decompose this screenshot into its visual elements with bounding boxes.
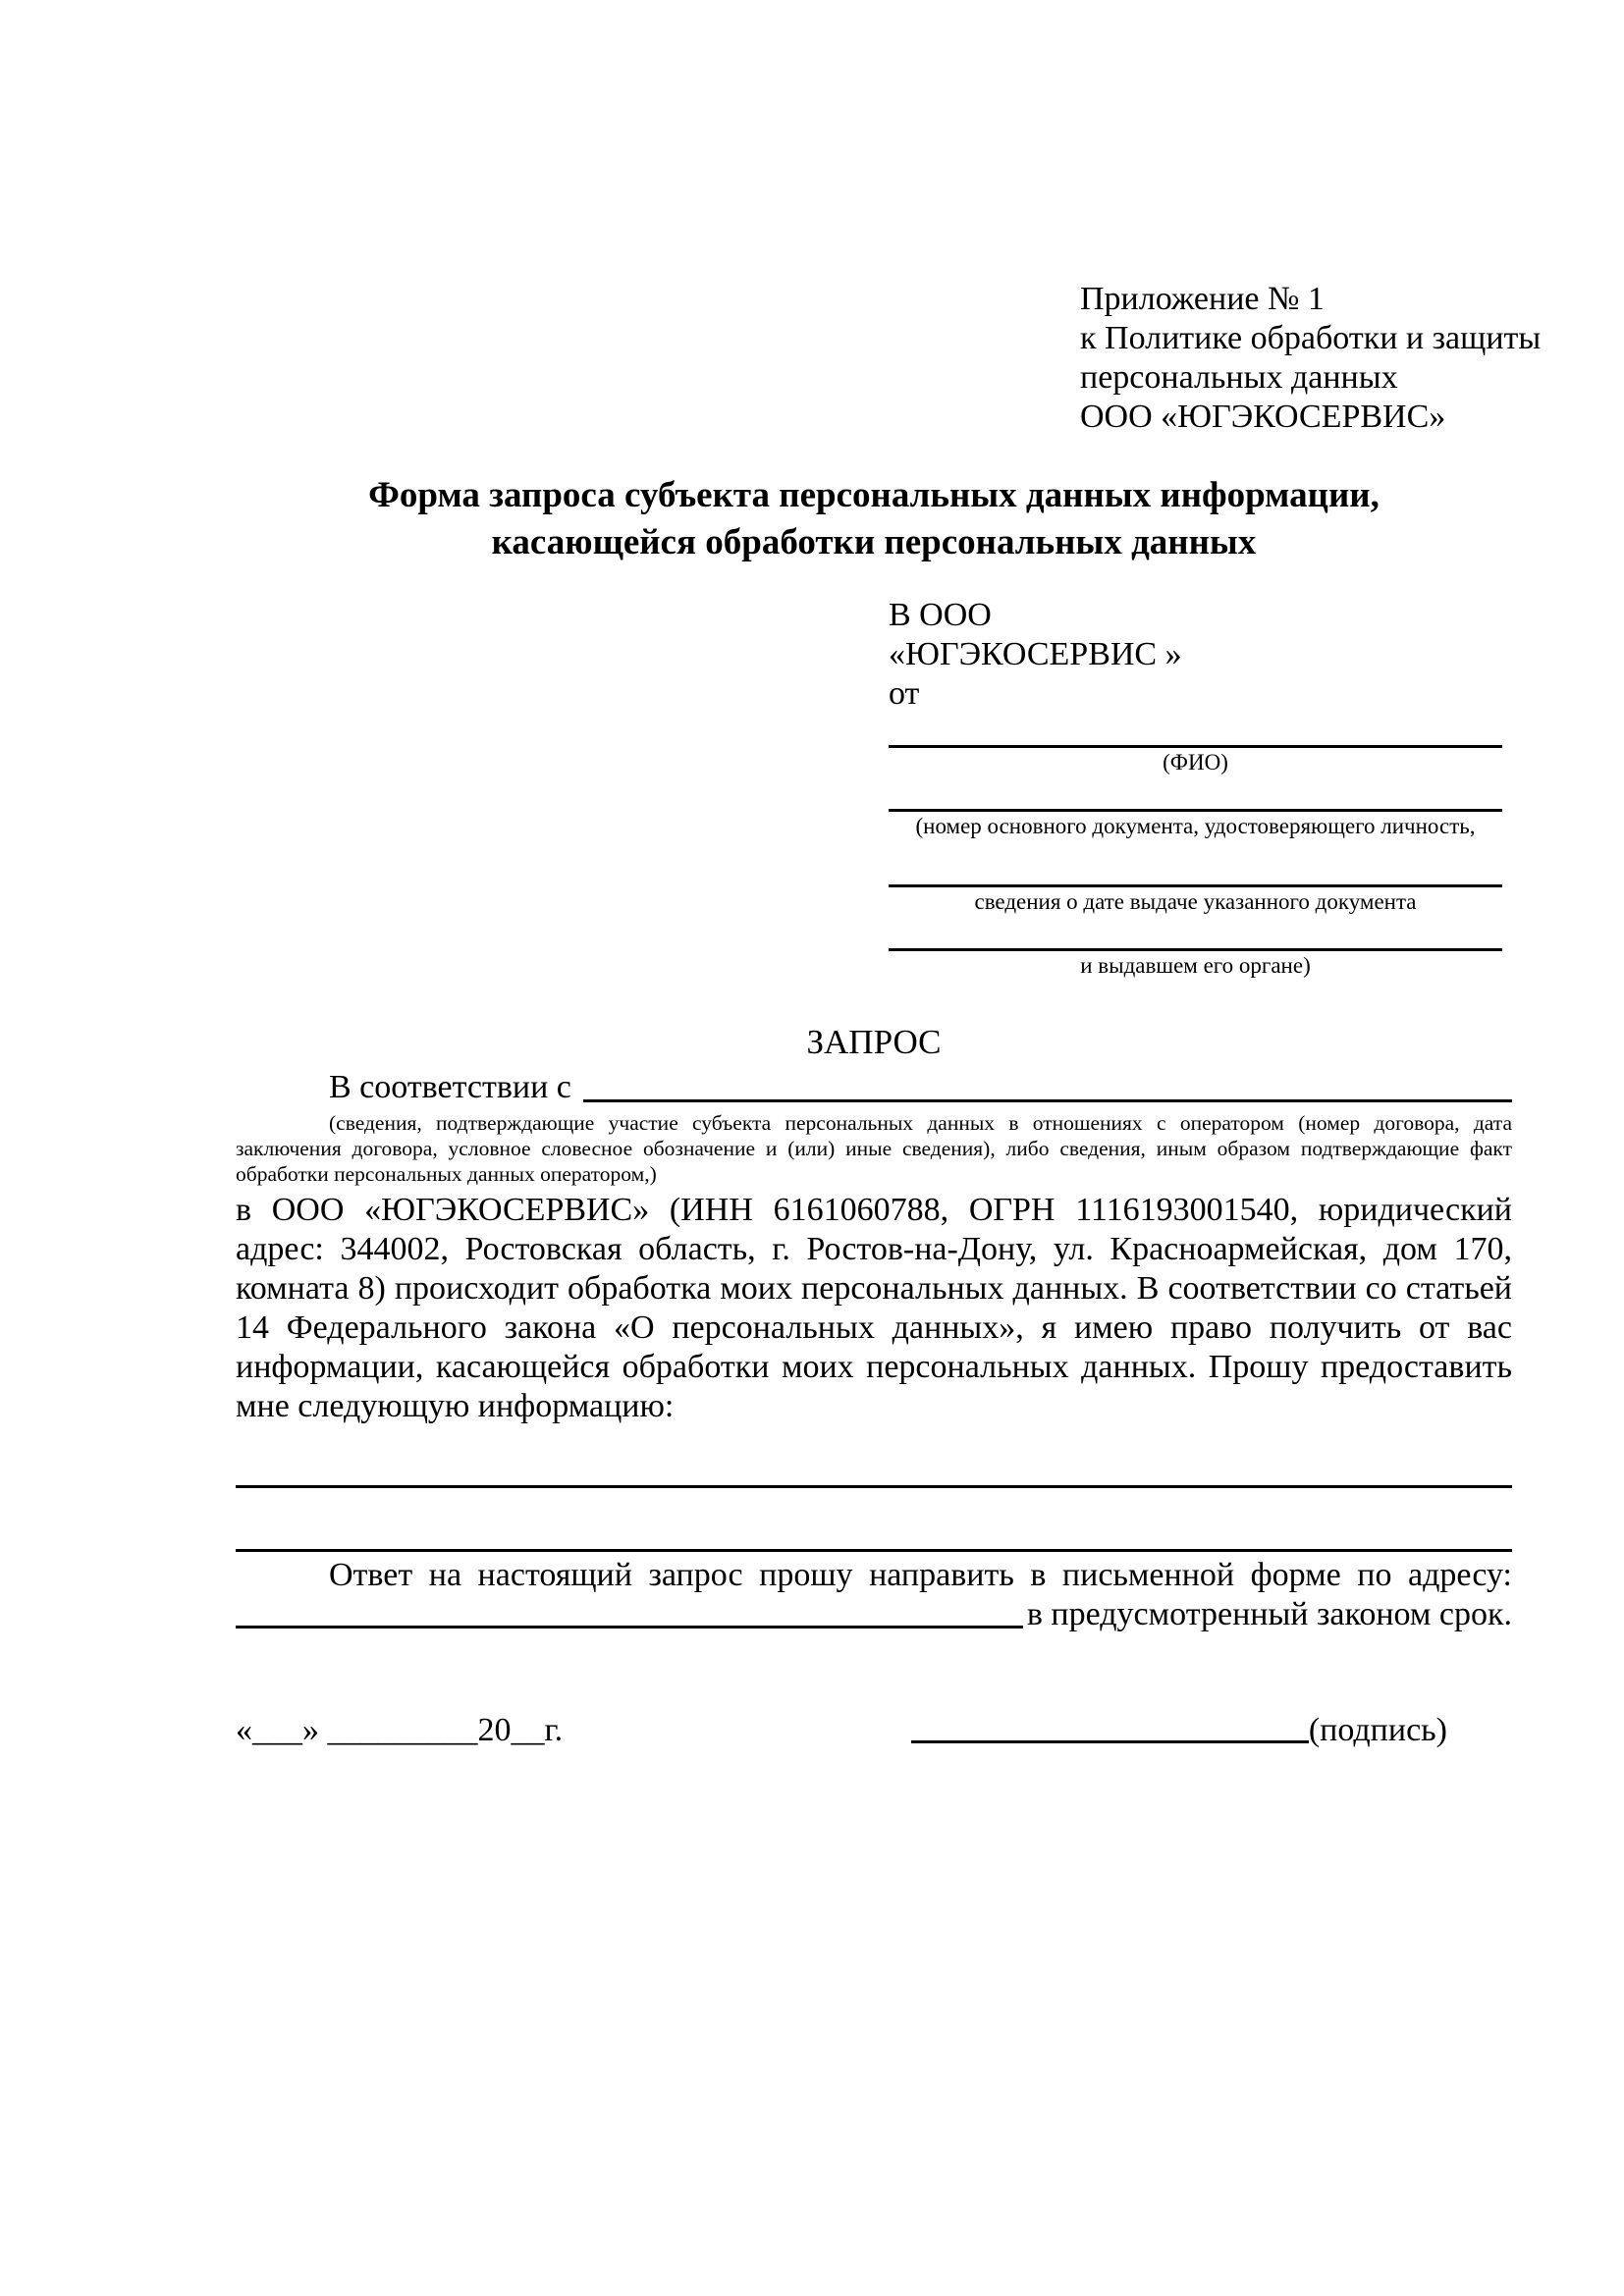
appendix-line: ООО «ЮГЭКОСЕРВИС» [1080,399,1446,435]
document-title-line: Форма запроса субъекта персональных данных информации, [368,475,1380,515]
reply-address-row [236,1595,1512,1634]
appendix-line: Приложение № 1 [1080,281,1325,317]
appendix-note [1080,280,1542,437]
basis-blank-line[interactable] [583,1099,1512,1102]
request-body: в ООО «ЮГЭКОСЕРВИС» (ИНН 6161060788, ОГРН 1116193001540, юридический адрес: 344002, Ростовская область, г. Ростов-на-Дону, ул. Красноармейская, дом 170, комната 8) происходит обработка моих персональных данных. В соответствии со статьей 14 Федерального закона «О персональных данных», я имею право получить от вас информации, касающейся обработки моих персональных данных. Прошу предоставить мне следующую информацию: [236,1192,1512,1424]
addressee-org-line1: В ООО [889,597,992,633]
basis-prefix: В соответствии с [329,1069,571,1105]
address-blank-line[interactable] [236,1626,1023,1629]
reply-instruction: Ответ на настоящий запрос прошу направить в письменной форме по адресу: [329,1557,1512,1593]
signature-caption: (подпись) [1308,1712,1447,1748]
issuing-authority-caption: и выдавшем его органе) [1080,953,1311,978]
footnote-text: (сведения, подтверждающие участие субъекта персональных данных в отношениях с оператором (номер договора, дата заключения договора, условное словесное обозначение и (или) иные сведения), либо сведения, иным образом подтверждающие факт обработки персональных данных оператором,) [236,1111,1512,1186]
answer-blank-line-2[interactable] [236,1549,1512,1552]
document-number-caption: (номер основного документа, удостоверяющего личность, [915,814,1476,838]
date-blank[interactable]: «___» _________20__г. [236,1712,564,1748]
addressee-block [889,596,1502,981]
basis-row [236,1067,1512,1108]
appendix-line: персональных данных [1080,359,1398,396]
document-title-line: касающейся обработки персональных данных [491,522,1257,562]
signature-area [911,1711,1447,1750]
answer-blank-line-1[interactable] [236,1485,1512,1488]
addressee-org-line2: «ЮГЭКОСЕРВИС » [889,636,1182,672]
document-title [236,472,1512,566]
issue-date-caption: сведения о дате выдаче указанного документа [974,889,1417,914]
signature-row [236,1711,1512,1750]
request-heading: ЗАПРОС [806,1023,942,1061]
reply-deadline: в предусмотренный законом срок. [1026,1596,1512,1632]
fio-caption: (ФИО) [1163,750,1228,774]
appendix-line: к Политике обработки и защиты [1080,320,1542,356]
signature-blank-line[interactable] [911,1740,1309,1743]
from-label: от [889,675,920,712]
